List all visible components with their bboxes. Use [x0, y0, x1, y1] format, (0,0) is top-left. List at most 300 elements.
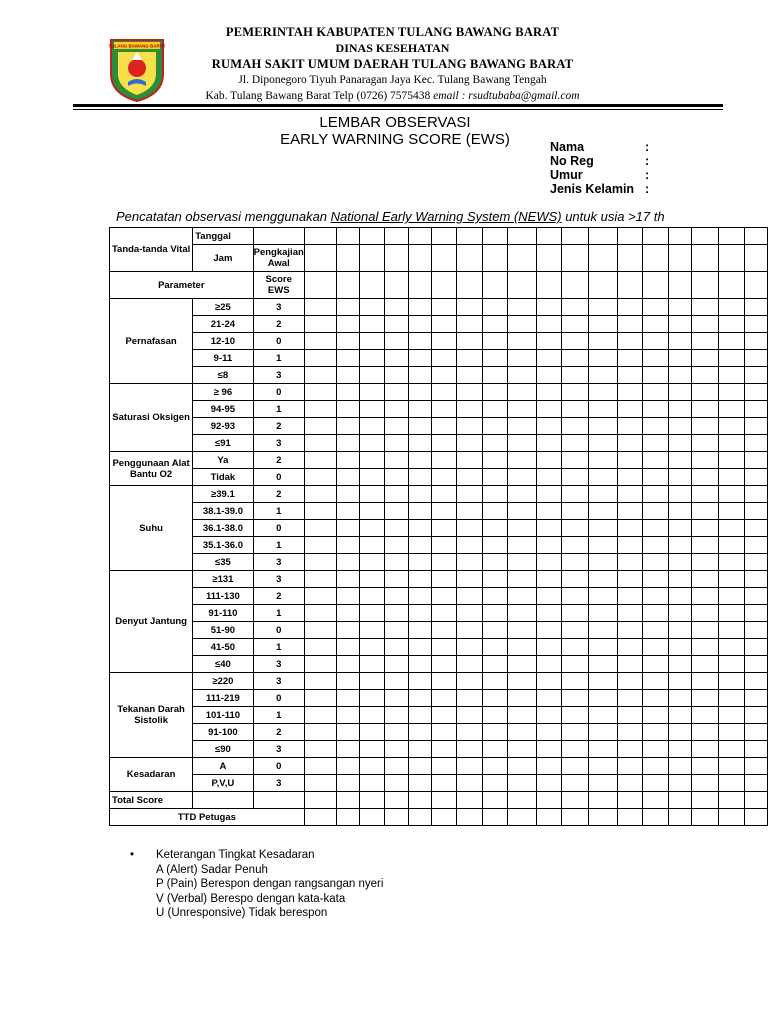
observation-cell[interactable]: [457, 639, 482, 656]
observation-cell[interactable]: [457, 245, 482, 272]
observation-cell[interactable]: [536, 537, 561, 554]
observation-cell[interactable]: [408, 316, 431, 333]
observation-cell[interactable]: [692, 418, 719, 435]
observation-cell[interactable]: [692, 656, 719, 673]
observation-cell[interactable]: [385, 605, 408, 622]
observation-cell[interactable]: [457, 401, 482, 418]
observation-cell[interactable]: [482, 245, 507, 272]
observation-cell[interactable]: [719, 588, 744, 605]
observation-cell[interactable]: [507, 299, 536, 316]
observation-cell[interactable]: [482, 605, 507, 622]
observation-cell[interactable]: [457, 622, 482, 639]
observation-cell[interactable]: [507, 588, 536, 605]
observation-cell[interactable]: [482, 639, 507, 656]
observation-cell[interactable]: [385, 724, 408, 741]
total-score-initial[interactable]: [253, 792, 304, 809]
observation-cell[interactable]: [482, 486, 507, 503]
observation-cell[interactable]: [304, 384, 336, 401]
observation-cell[interactable]: [432, 520, 457, 537]
observation-cell[interactable]: [589, 622, 618, 639]
observation-cell[interactable]: [589, 503, 618, 520]
observation-cell[interactable]: [536, 228, 561, 245]
observation-cell[interactable]: [562, 707, 589, 724]
observation-cell[interactable]: [692, 316, 719, 333]
observation-cell[interactable]: [589, 333, 618, 350]
observation-cell[interactable]: [432, 367, 457, 384]
observation-cell[interactable]: [304, 272, 336, 299]
observation-cell[interactable]: [359, 809, 384, 826]
observation-cell[interactable]: [618, 316, 643, 333]
observation-cell[interactable]: [336, 503, 359, 520]
observation-cell[interactable]: [643, 245, 668, 272]
observation-cell[interactable]: [692, 622, 719, 639]
observation-cell[interactable]: [692, 741, 719, 758]
observation-cell[interactable]: [643, 690, 668, 707]
observation-cell[interactable]: [719, 316, 744, 333]
observation-cell[interactable]: [744, 758, 768, 775]
observation-cell[interactable]: [359, 775, 384, 792]
observation-cell[interactable]: [432, 741, 457, 758]
observation-cell[interactable]: [643, 435, 668, 452]
observation-cell[interactable]: [744, 707, 768, 724]
observation-cell[interactable]: [618, 656, 643, 673]
observation-cell[interactable]: [304, 469, 336, 486]
observation-cell[interactable]: [589, 272, 618, 299]
observation-cell[interactable]: [744, 554, 768, 571]
observation-cell[interactable]: [482, 673, 507, 690]
observation-cell[interactable]: [304, 673, 336, 690]
observation-cell[interactable]: [507, 228, 536, 245]
observation-cell[interactable]: [643, 350, 668, 367]
observation-cell[interactable]: [408, 792, 431, 809]
observation-cell[interactable]: [692, 384, 719, 401]
observation-cell[interactable]: [719, 622, 744, 639]
observation-cell[interactable]: [719, 758, 744, 775]
observation-cell[interactable]: [336, 452, 359, 469]
observation-cell[interactable]: [385, 299, 408, 316]
observation-cell[interactable]: [744, 537, 768, 554]
observation-cell[interactable]: [385, 554, 408, 571]
observation-cell[interactable]: [643, 367, 668, 384]
observation-cell[interactable]: [385, 622, 408, 639]
observation-cell[interactable]: [643, 639, 668, 656]
observation-cell[interactable]: [536, 656, 561, 673]
observation-cell[interactable]: [336, 605, 359, 622]
observation-cell[interactable]: [359, 741, 384, 758]
observation-cell[interactable]: [618, 605, 643, 622]
observation-cell[interactable]: [643, 741, 668, 758]
observation-cell[interactable]: [589, 469, 618, 486]
observation-cell[interactable]: [618, 469, 643, 486]
observation-cell[interactable]: [408, 571, 431, 588]
observation-cell[interactable]: [507, 245, 536, 272]
observation-cell[interactable]: [385, 367, 408, 384]
observation-cell[interactable]: [618, 707, 643, 724]
observation-cell[interactable]: [643, 707, 668, 724]
observation-cell[interactable]: [668, 707, 691, 724]
observation-cell[interactable]: [744, 690, 768, 707]
observation-cell[interactable]: [359, 469, 384, 486]
observation-cell[interactable]: [457, 758, 482, 775]
observation-cell[interactable]: [618, 367, 643, 384]
observation-cell[interactable]: [336, 367, 359, 384]
observation-cell[interactable]: [507, 537, 536, 554]
observation-cell[interactable]: [336, 639, 359, 656]
observation-cell[interactable]: [457, 486, 482, 503]
observation-cell[interactable]: [719, 435, 744, 452]
observation-cell[interactable]: [336, 707, 359, 724]
observation-cell[interactable]: [589, 707, 618, 724]
observation-cell[interactable]: [432, 554, 457, 571]
observation-cell[interactable]: [457, 673, 482, 690]
observation-cell[interactable]: [359, 792, 384, 809]
observation-cell[interactable]: [408, 673, 431, 690]
observation-cell[interactable]: [562, 435, 589, 452]
observation-cell[interactable]: [304, 622, 336, 639]
observation-cell[interactable]: [562, 605, 589, 622]
observation-cell[interactable]: [719, 554, 744, 571]
observation-cell[interactable]: [668, 333, 691, 350]
observation-cell[interactable]: [562, 299, 589, 316]
observation-cell[interactable]: [482, 520, 507, 537]
observation-cell[interactable]: [359, 673, 384, 690]
observation-cell[interactable]: [692, 333, 719, 350]
observation-cell[interactable]: [385, 350, 408, 367]
observation-cell[interactable]: [507, 367, 536, 384]
observation-cell[interactable]: [668, 656, 691, 673]
observation-cell[interactable]: [482, 724, 507, 741]
observation-cell[interactable]: [385, 673, 408, 690]
observation-cell[interactable]: [562, 673, 589, 690]
observation-cell[interactable]: [618, 741, 643, 758]
observation-cell[interactable]: [432, 809, 457, 826]
observation-cell[interactable]: [589, 690, 618, 707]
observation-cell[interactable]: [618, 384, 643, 401]
observation-cell[interactable]: [304, 245, 336, 272]
observation-cell[interactable]: [507, 435, 536, 452]
observation-cell[interactable]: [507, 418, 536, 435]
observation-cell[interactable]: [507, 554, 536, 571]
observation-cell[interactable]: [457, 707, 482, 724]
observation-cell[interactable]: [668, 272, 691, 299]
observation-cell[interactable]: [359, 622, 384, 639]
observation-cell[interactable]: [507, 673, 536, 690]
observation-cell[interactable]: [482, 435, 507, 452]
observation-cell[interactable]: [385, 503, 408, 520]
observation-cell[interactable]: [482, 809, 507, 826]
observation-cell[interactable]: [668, 792, 691, 809]
observation-cell[interactable]: [643, 228, 668, 245]
observation-cell[interactable]: [589, 299, 618, 316]
observation-cell[interactable]: [432, 452, 457, 469]
observation-cell[interactable]: [744, 741, 768, 758]
observation-cell[interactable]: [304, 792, 336, 809]
observation-cell[interactable]: [432, 333, 457, 350]
observation-cell[interactable]: [589, 605, 618, 622]
observation-cell[interactable]: [618, 571, 643, 588]
observation-cell[interactable]: [562, 503, 589, 520]
observation-cell[interactable]: [562, 384, 589, 401]
observation-cell[interactable]: [536, 435, 561, 452]
observation-cell[interactable]: [744, 503, 768, 520]
observation-cell[interactable]: [562, 741, 589, 758]
observation-cell[interactable]: [336, 741, 359, 758]
observation-cell[interactable]: [618, 350, 643, 367]
observation-cell[interactable]: [618, 503, 643, 520]
observation-cell[interactable]: [589, 639, 618, 656]
observation-cell[interactable]: [536, 384, 561, 401]
observation-cell[interactable]: [457, 435, 482, 452]
observation-cell[interactable]: [336, 245, 359, 272]
observation-cell[interactable]: [408, 775, 431, 792]
observation-cell[interactable]: [618, 622, 643, 639]
observation-cell[interactable]: [562, 588, 589, 605]
observation-cell[interactable]: [618, 758, 643, 775]
observation-cell[interactable]: [507, 469, 536, 486]
observation-cell[interactable]: [536, 350, 561, 367]
observation-cell[interactable]: [744, 605, 768, 622]
observation-cell[interactable]: [589, 758, 618, 775]
observation-cell[interactable]: [304, 775, 336, 792]
observation-cell[interactable]: [507, 486, 536, 503]
observation-cell[interactable]: [336, 588, 359, 605]
observation-cell[interactable]: [536, 401, 561, 418]
observation-cell[interactable]: [643, 537, 668, 554]
observation-cell[interactable]: [668, 809, 691, 826]
observation-cell[interactable]: [668, 503, 691, 520]
observation-cell[interactable]: [304, 758, 336, 775]
observation-cell[interactable]: [385, 245, 408, 272]
observation-cell[interactable]: [744, 272, 768, 299]
observation-cell[interactable]: [507, 656, 536, 673]
observation-cell[interactable]: [618, 299, 643, 316]
observation-cell[interactable]: [385, 741, 408, 758]
observation-cell[interactable]: [482, 758, 507, 775]
observation-cell[interactable]: [668, 228, 691, 245]
observation-cell[interactable]: [536, 588, 561, 605]
observation-cell[interactable]: [482, 622, 507, 639]
observation-cell[interactable]: [744, 418, 768, 435]
observation-cell[interactable]: [744, 673, 768, 690]
observation-cell[interactable]: [408, 809, 431, 826]
observation-cell[interactable]: [536, 469, 561, 486]
observation-cell[interactable]: [668, 741, 691, 758]
observation-cell[interactable]: [744, 809, 768, 826]
observation-cell[interactable]: [643, 418, 668, 435]
observation-cell[interactable]: [385, 272, 408, 299]
observation-cell[interactable]: [668, 401, 691, 418]
observation-cell[interactable]: [668, 245, 691, 272]
observation-cell[interactable]: [507, 605, 536, 622]
observation-cell[interactable]: [336, 486, 359, 503]
observation-cell[interactable]: [618, 809, 643, 826]
observation-cell[interactable]: [457, 724, 482, 741]
observation-cell[interactable]: [536, 272, 561, 299]
observation-cell[interactable]: [482, 537, 507, 554]
observation-cell[interactable]: [336, 673, 359, 690]
observation-cell[interactable]: [719, 724, 744, 741]
observation-cell[interactable]: [536, 452, 561, 469]
observation-cell[interactable]: [457, 272, 482, 299]
observation-cell[interactable]: [432, 690, 457, 707]
observation-cell[interactable]: [589, 520, 618, 537]
observation-cell[interactable]: [643, 792, 668, 809]
observation-cell[interactable]: [719, 418, 744, 435]
observation-cell[interactable]: [536, 554, 561, 571]
observation-cell[interactable]: [457, 690, 482, 707]
observation-cell[interactable]: [643, 571, 668, 588]
observation-cell[interactable]: [589, 418, 618, 435]
observation-cell[interactable]: [589, 245, 618, 272]
observation-cell[interactable]: [668, 673, 691, 690]
observation-cell[interactable]: [536, 622, 561, 639]
observation-cell[interactable]: [692, 724, 719, 741]
observation-cell[interactable]: [643, 486, 668, 503]
observation-cell[interactable]: [719, 741, 744, 758]
observation-cell[interactable]: [643, 401, 668, 418]
observation-cell[interactable]: [432, 656, 457, 673]
observation-cell[interactable]: [589, 741, 618, 758]
observation-cell[interactable]: [359, 350, 384, 367]
observation-cell[interactable]: [562, 350, 589, 367]
observation-cell[interactable]: [618, 673, 643, 690]
observation-cell[interactable]: [432, 724, 457, 741]
observation-cell[interactable]: [385, 435, 408, 452]
observation-cell[interactable]: [668, 622, 691, 639]
observation-cell[interactable]: [432, 401, 457, 418]
observation-cell[interactable]: [719, 401, 744, 418]
observation-cell[interactable]: [744, 245, 768, 272]
observation-cell[interactable]: [482, 503, 507, 520]
observation-cell[interactable]: [457, 469, 482, 486]
observation-cell[interactable]: [618, 554, 643, 571]
observation-cell[interactable]: [432, 272, 457, 299]
observation-cell[interactable]: [744, 333, 768, 350]
observation-cell[interactable]: [668, 554, 691, 571]
observation-cell[interactable]: [744, 350, 768, 367]
observation-cell[interactable]: [562, 316, 589, 333]
observation-cell[interactable]: [562, 656, 589, 673]
observation-cell[interactable]: [507, 758, 536, 775]
observation-cell[interactable]: [692, 401, 719, 418]
observation-cell[interactable]: [336, 401, 359, 418]
observation-cell[interactable]: [304, 588, 336, 605]
observation-cell[interactable]: [719, 469, 744, 486]
observation-cell[interactable]: [668, 571, 691, 588]
observation-cell[interactable]: [482, 741, 507, 758]
observation-cell[interactable]: [719, 707, 744, 724]
observation-cell[interactable]: [562, 622, 589, 639]
observation-cell[interactable]: [692, 537, 719, 554]
observation-cell[interactable]: [432, 588, 457, 605]
observation-cell[interactable]: [744, 775, 768, 792]
observation-cell[interactable]: [457, 418, 482, 435]
observation-cell[interactable]: [536, 520, 561, 537]
observation-cell[interactable]: [304, 639, 336, 656]
observation-cell[interactable]: [336, 622, 359, 639]
observation-cell[interactable]: [589, 486, 618, 503]
observation-cell[interactable]: [562, 792, 589, 809]
observation-cell[interactable]: [536, 571, 561, 588]
observation-cell[interactable]: [589, 792, 618, 809]
observation-cell[interactable]: [643, 588, 668, 605]
observation-cell[interactable]: [589, 435, 618, 452]
observation-cell[interactable]: [668, 724, 691, 741]
observation-cell[interactable]: [482, 333, 507, 350]
observation-cell[interactable]: [336, 537, 359, 554]
observation-cell[interactable]: [432, 622, 457, 639]
observation-cell[interactable]: [304, 418, 336, 435]
observation-cell[interactable]: [744, 724, 768, 741]
observation-cell[interactable]: [643, 605, 668, 622]
observation-cell[interactable]: [336, 350, 359, 367]
observation-cell[interactable]: [692, 503, 719, 520]
observation-cell[interactable]: [385, 690, 408, 707]
observation-cell[interactable]: [359, 571, 384, 588]
observation-cell[interactable]: [457, 537, 482, 554]
observation-cell[interactable]: [336, 228, 359, 245]
observation-cell[interactable]: [744, 299, 768, 316]
observation-cell[interactable]: [482, 571, 507, 588]
observation-cell[interactable]: [589, 571, 618, 588]
observation-cell[interactable]: [744, 656, 768, 673]
observation-cell[interactable]: [408, 486, 431, 503]
observation-cell[interactable]: [536, 299, 561, 316]
observation-cell[interactable]: [408, 656, 431, 673]
observation-cell[interactable]: [562, 367, 589, 384]
observation-cell[interactable]: [618, 452, 643, 469]
observation-cell[interactable]: [668, 639, 691, 656]
observation-cell[interactable]: [507, 452, 536, 469]
observation-cell[interactable]: [507, 622, 536, 639]
observation-cell[interactable]: [482, 228, 507, 245]
observation-cell[interactable]: [507, 741, 536, 758]
observation-cell[interactable]: [744, 622, 768, 639]
observation-cell[interactable]: [408, 367, 431, 384]
observation-cell[interactable]: [385, 775, 408, 792]
observation-cell[interactable]: [482, 775, 507, 792]
observation-cell[interactable]: [643, 272, 668, 299]
observation-cell[interactable]: [692, 707, 719, 724]
observation-cell[interactable]: [336, 333, 359, 350]
observation-cell[interactable]: [692, 673, 719, 690]
observation-cell[interactable]: [457, 792, 482, 809]
observation-cell[interactable]: [536, 639, 561, 656]
observation-cell[interactable]: [304, 690, 336, 707]
observation-cell[interactable]: [336, 299, 359, 316]
observation-cell[interactable]: [719, 333, 744, 350]
observation-cell[interactable]: [304, 401, 336, 418]
observation-cell[interactable]: [668, 775, 691, 792]
observation-cell[interactable]: [385, 639, 408, 656]
observation-cell[interactable]: [744, 639, 768, 656]
observation-cell[interactable]: [507, 809, 536, 826]
observation-cell[interactable]: [457, 384, 482, 401]
observation-cell[interactable]: [536, 792, 561, 809]
date-initial-cell[interactable]: [253, 228, 304, 245]
observation-cell[interactable]: [304, 809, 336, 826]
observation-cell[interactable]: [336, 656, 359, 673]
observation-cell[interactable]: [643, 384, 668, 401]
observation-cell[interactable]: [408, 724, 431, 741]
observation-cell[interactable]: [744, 469, 768, 486]
observation-cell[interactable]: [589, 554, 618, 571]
observation-cell[interactable]: [385, 401, 408, 418]
observation-cell[interactable]: [432, 316, 457, 333]
observation-cell[interactable]: [507, 316, 536, 333]
observation-cell[interactable]: [432, 469, 457, 486]
observation-cell[interactable]: [744, 435, 768, 452]
